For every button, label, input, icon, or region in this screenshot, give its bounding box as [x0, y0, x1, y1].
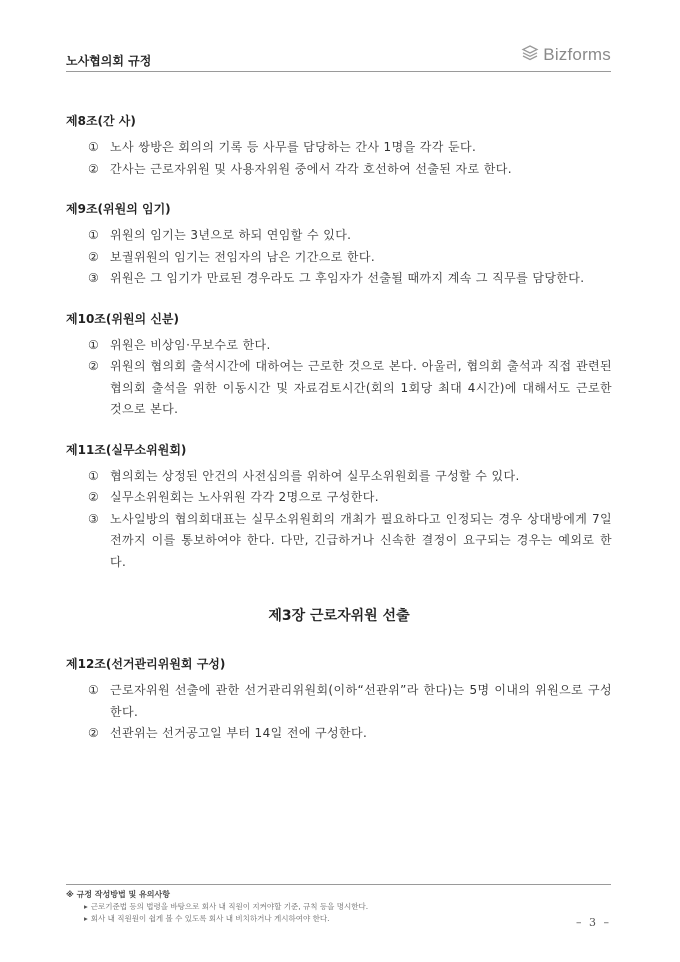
footer-note-item — [66, 901, 611, 913]
clause-text: 위원의 임기는 3년으로 하되 연임할 수 있다. — [110, 228, 352, 242]
clause — [66, 137, 612, 159]
clause — [66, 247, 612, 269]
clause-text: 협의회는 상정된 안건의 사전심의를 위하여 실무소위원회를 구성할 수 있다. — [110, 468, 520, 483]
page-header — [66, 44, 611, 72]
article-11 — [66, 441, 612, 574]
clause — [66, 159, 612, 181]
clause-number: ① — [88, 140, 100, 154]
triangle-bullet-icon: ▸ — [84, 914, 88, 923]
article-8 — [66, 112, 612, 180]
clause-number: ① — [88, 683, 100, 697]
brand-logo — [521, 44, 611, 66]
footer-note-text: 회사 내 직원원이 쉽게 볼 수 있도록 회사 내 비치하거나 게시하여야 한다. — [90, 914, 330, 923]
clause-text: 위원의 협의회 출석시간에 대하여는 근로한 것으로 본다. 아울러, 협의회 출석과 직접 관련된 협의회 출석을 위한 이동시간 및 자료검토시간(회의 1회당 최대 4시간)에 대해서도 근로한 것으로 본다. — [110, 359, 612, 416]
article-title: 제12조(선거관리위원회 구성) — [66, 657, 226, 671]
clause — [66, 335, 612, 357]
clause-text: 근로자위원 선출에 관한 선거관리위원회(이하“선관위”라 한다)는 5명 이내의 위원으로 구성한다. — [110, 683, 612, 719]
clause-text: 선관위는 선거공고일 부터 14일 전에 구성한다. — [110, 726, 368, 740]
footer-note-text: 근로기준법 등의 법령을 바탕으로 회사 내 직원이 지켜야할 기준, 규칙 등을 명시한다. — [90, 902, 369, 911]
clause-text: 노사일방의 협의회대표는 실무소위원회의 개최가 필요하다고 인정되는 경우 상대방에게 7일 전까지 이를 통보하여야 한다. 다만, 긴급하거나 신속한 결정이 요구되는 경우는 예외로 한다. — [110, 511, 612, 569]
chapter-heading: 제3장 근로자위원 선출 — [268, 608, 410, 624]
footer-note-item — [66, 913, 611, 925]
clause — [66, 268, 612, 290]
clause-text: 위원은 비상임·무보수로 한다. — [110, 337, 271, 352]
article-title: 제11조(실무소위원회) — [66, 442, 187, 457]
clause-number: ① — [88, 228, 100, 242]
article-12 — [66, 655, 612, 745]
clause-number: ① — [88, 468, 100, 483]
clause-number: ② — [88, 359, 100, 373]
clause-number: ① — [88, 337, 100, 352]
article-9 — [66, 200, 612, 290]
clause — [66, 466, 612, 488]
clause-number: ② — [88, 726, 100, 740]
document-body — [66, 112, 612, 765]
article-title: 제10조(위원의 신분) — [66, 311, 179, 326]
clause-text: 위원은 그 임기가 만료된 경우라도 그 후임자가 선출될 때까지 계속 그 직무를 담당한다. — [110, 271, 585, 285]
clause-text: 실무소위원회는 노사위원 각각 2명으로 구성한다. — [110, 490, 379, 504]
article-10 — [66, 310, 612, 421]
stacked-layers-icon — [521, 44, 539, 66]
page-footer — [66, 884, 611, 929]
clause — [66, 509, 612, 574]
clause-number: ③ — [88, 511, 100, 526]
page-number: – 3 – — [576, 916, 611, 929]
clause-number: ③ — [88, 271, 100, 285]
article-title: 제9조(위원의 임기) — [66, 202, 171, 216]
clause — [66, 225, 612, 247]
footer-note-title: ※ 규정 작성방법 및 유의사항 — [66, 890, 170, 899]
triangle-bullet-icon: ▸ — [84, 902, 88, 911]
clause — [66, 723, 612, 745]
clause-number: ② — [88, 249, 100, 264]
clause-text: 간사는 근로자위원 및 사용자위원 중에서 각각 호선하여 선출된 자로 한다. — [110, 161, 512, 176]
clause-number: ② — [88, 161, 100, 176]
clause — [66, 356, 612, 421]
brand-name: Bizforms — [543, 45, 611, 64]
clause — [66, 680, 612, 723]
clause-text: 보궐위원의 임기는 전임자의 남은 기간으로 한다. — [110, 249, 376, 264]
clause-text: 노사 쌍방은 회의의 기록 등 사무를 담당하는 간사 1명을 각각 둔다. — [110, 140, 477, 154]
clause — [66, 487, 612, 509]
article-title: 제8조(간 사) — [66, 114, 136, 128]
document-title: 노사협의회 규정 — [66, 54, 152, 68]
clause-number: ② — [88, 490, 100, 504]
